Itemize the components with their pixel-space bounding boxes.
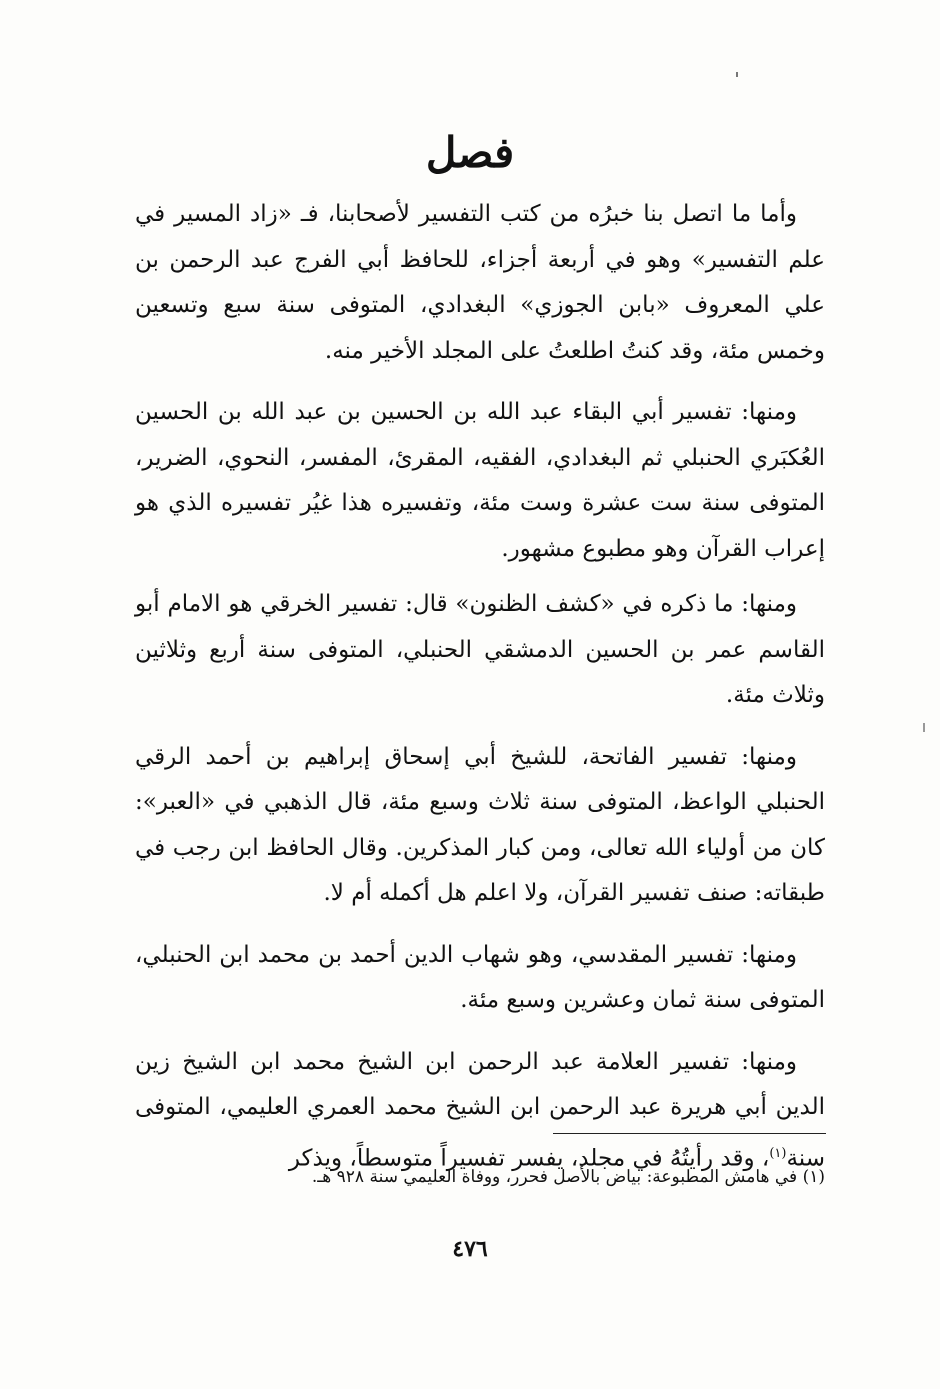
paragraph-maqdisi: ومنها: تفسير المقدسي، وهو شهاب الدين أحمد بن محمد ابن الحنبلي، المتوفى سنة ثمان وعشرين وسبع مئة.	[135, 941, 825, 1013]
scan-speck	[923, 723, 925, 732]
page-number: ٤٧٦	[452, 1236, 488, 1262]
paragraph-khiraqi: ومنها: ما ذكره في «كشف الظنون» قال: تفسير الخرقي هو الامام أبو القاسم عمر بن الحسين الدمشقي الحنبلي، المتوفى سنة أربع وثلاثين وثلاث مئة.	[135, 591, 825, 708]
paragraph-text: ، وقد رأيتُهُ في مجلد، يفسر تفسيراً متوسطاً، ويذكر	[288, 1145, 770, 1172]
scan-speck	[736, 72, 738, 77]
paragraph-ukbari: ومنها: تفسير أبي البقاء عبد الله بن الحسين بن عبد الله بن الحسين العُكبَري الحنبلي ثم البغدادي، الفقيه، المقرئ، المفسر، النحوي، الضرير، المتوفى سنة ست عشرة وست مئة، وتفسيره هذا غيُر تفسيره الذي هو إعراب القرآن وهو مطبوع مشهور.	[135, 399, 825, 562]
paragraph-ulaymi	[135, 1040, 825, 1182]
paragraph-raqqi: ومنها: تفسير الفاتحة، للشيخ أبي إسحاق إبراهيم بن أحمد الرقي الحنبلي الواعظ، المتوفى سنة ثلاث وسبع مئة، قال الذهبي في «العبر»: كان من أولياء الله تعالى، ومن كبار المذكرين. وقال الحافظ ابن رجب في طبقاته: صنف تفسير القرآن، ولا اعلم هل أكمله أم لا.	[135, 743, 825, 906]
footnote: (١) في هامش المطبوعة: بياض بالأصل فحرر، ووفاة العليمي سنة ٩٢٨ هـ.	[311, 1167, 825, 1187]
footnote-marker[interactable]: (١)	[769, 1145, 787, 1161]
footnote-divider	[553, 1133, 826, 1134]
section-heading: فصل	[425, 128, 515, 177]
paragraph-text: ومنها: تفسير العلامة عبد الرحمن ابن الشيخ محمد ابن الشيخ زين الدين أبي هريرة عبد الرحمن ابن الشيخ محمد العمري العليمي، المتوفى سنة	[135, 1048, 825, 1172]
body-text	[135, 192, 825, 1198]
paragraph-zad-al-masir: وأما ما اتصل بنا خبرُه من كتب التفسير لأصحابنا، فـ «زاد المسير في علم التفسير» وهو في أربعة أجزاء، للحافظ أبي الفرج عبد الرحمن بن علي المعروف «بابن الجوزي» البغدادي، المتوفى سنة سبع وتسعين وخمس مئة، وقد كنتُ اطلعتُ على المجلد الأخير منه.	[135, 201, 825, 364]
